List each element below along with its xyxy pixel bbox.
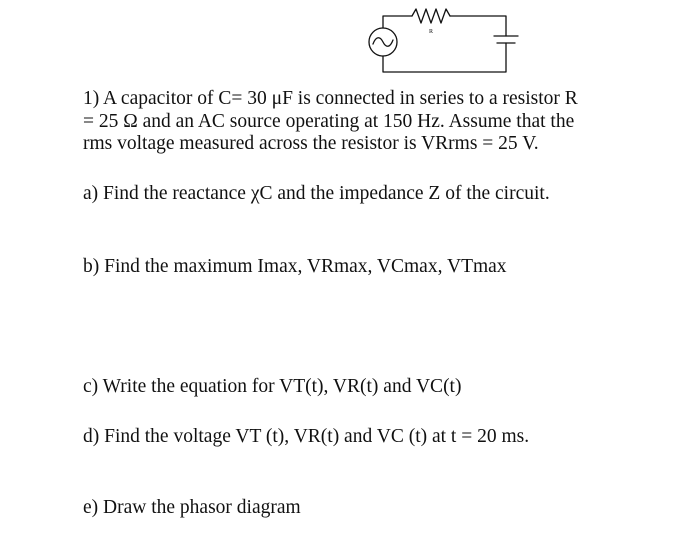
capacitor-symbol xyxy=(494,36,518,43)
part-a-question: a) Find the reactance χC and the impedance Z of the circuit. xyxy=(83,183,550,204)
wire-bottom xyxy=(383,43,506,72)
wire-left xyxy=(383,16,412,28)
part-d-question: d) Find the voltage VT (t), VR(t) and VC (t) at t = 20 ms. xyxy=(83,426,530,447)
circuit-diagram xyxy=(360,0,530,78)
resistor-symbol xyxy=(412,9,450,23)
wire-right xyxy=(450,16,506,36)
part-b-question: b) Find the maximum Imax, VRmax, VCmax, VTmax xyxy=(83,256,507,277)
sine-wave-icon xyxy=(373,38,393,47)
resistor-label: R xyxy=(428,29,434,35)
part-e-question: e) Draw the phasor diagram xyxy=(83,497,301,518)
part-c-question: c) Write the equation for VT(t), VR(t) and VC(t) xyxy=(83,376,462,397)
problem-intro-line-2: = 25 Ω and an AC source operating at 150 Hz. Assume that the xyxy=(83,110,575,132)
problem-intro-line-3: rms voltage measured across the resistor is VRrms = 25 V. xyxy=(83,133,539,154)
problem-intro xyxy=(83,88,578,156)
problem-intro-line-1: 1) A capacitor of C= 30 μF is connected in series to a resistor R xyxy=(83,88,578,109)
